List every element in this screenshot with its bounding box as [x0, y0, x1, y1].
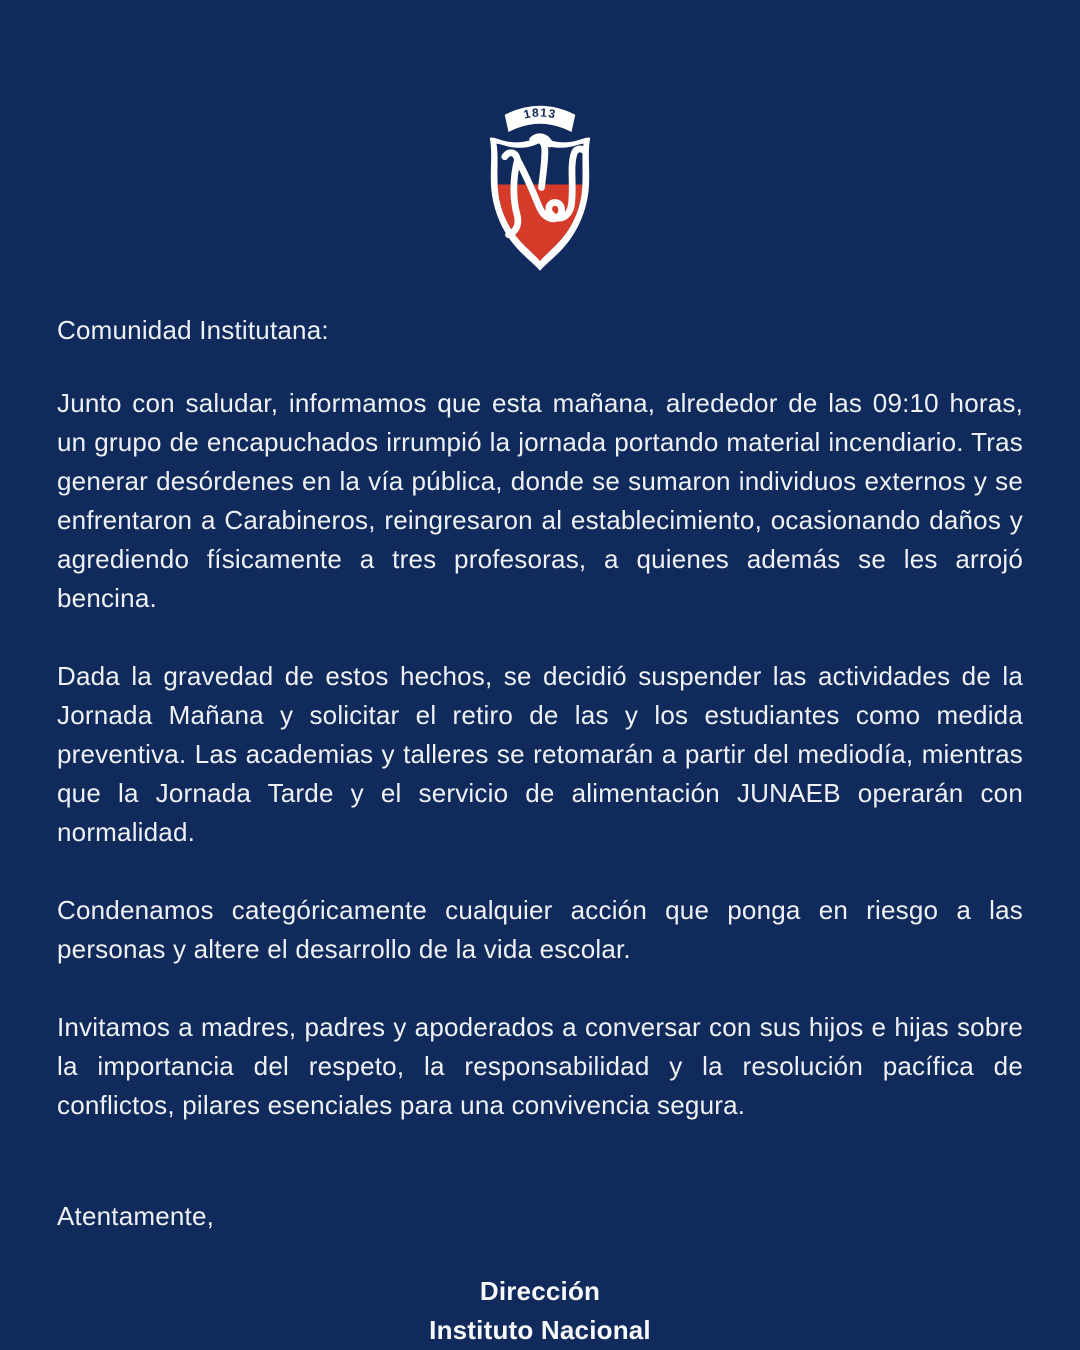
signature-direccion: Dirección: [479, 1276, 601, 1306]
signature-instituto-nacional: Instituto Nacional: [429, 1315, 651, 1345]
closing: Atentamente,: [57, 1201, 215, 1231]
crest-svg: [465, 90, 615, 285]
banner-year-text: 1813: [522, 105, 558, 122]
paragraph-incident: Junto con saludar, informamos que esta mañana, alrededor de las 09:10 horas, un grupo de encapuchados irrumpió la jornada portando material incendiario. Tras generar desórdenes en la vía pública, donde se sumaron individuos externos y se enfrentaron a Carabineros, reingresaron al establecimiento, ocasionando daños y agrediendo físicamente a tres profesoras, a quienes además se les arrojó bencina.: [57, 388, 1023, 613]
paragraph-condemnation: Condenamos categóricamente cualquier acción que ponga en riesgo a las personas y altere el desarrollo de la vida escolar.: [57, 895, 1023, 964]
salutation: Comunidad Institutana:: [57, 315, 329, 345]
school-crest: [465, 90, 615, 285]
paragraph-measures: Dada la gravedad de estos hechos, se decidió suspender las actividades de la Jornada Mañana y solicitar el retiro de las y los estudiantes como medida preventiva. Las academias y talleres se retomarán a partir del mediodía, mientras que la Jornada Tarde y el servicio de alimentación JUNAEB operarán con normalidad.: [57, 661, 1023, 847]
shield-icon: [490, 136, 591, 271]
banner-1813-icon: [505, 106, 576, 132]
signature-block: [57, 1272, 1023, 1350]
paragraph-invitation: Invitamos a madres, padres y apoderados a conversar con sus hijos e hijas sobre la importancia del respeto, la responsabilidad y la resolución pacífica de conflictos, pilares esenciales para una convivencia segura.: [57, 1012, 1023, 1120]
letter-body: [0, 311, 1080, 1350]
